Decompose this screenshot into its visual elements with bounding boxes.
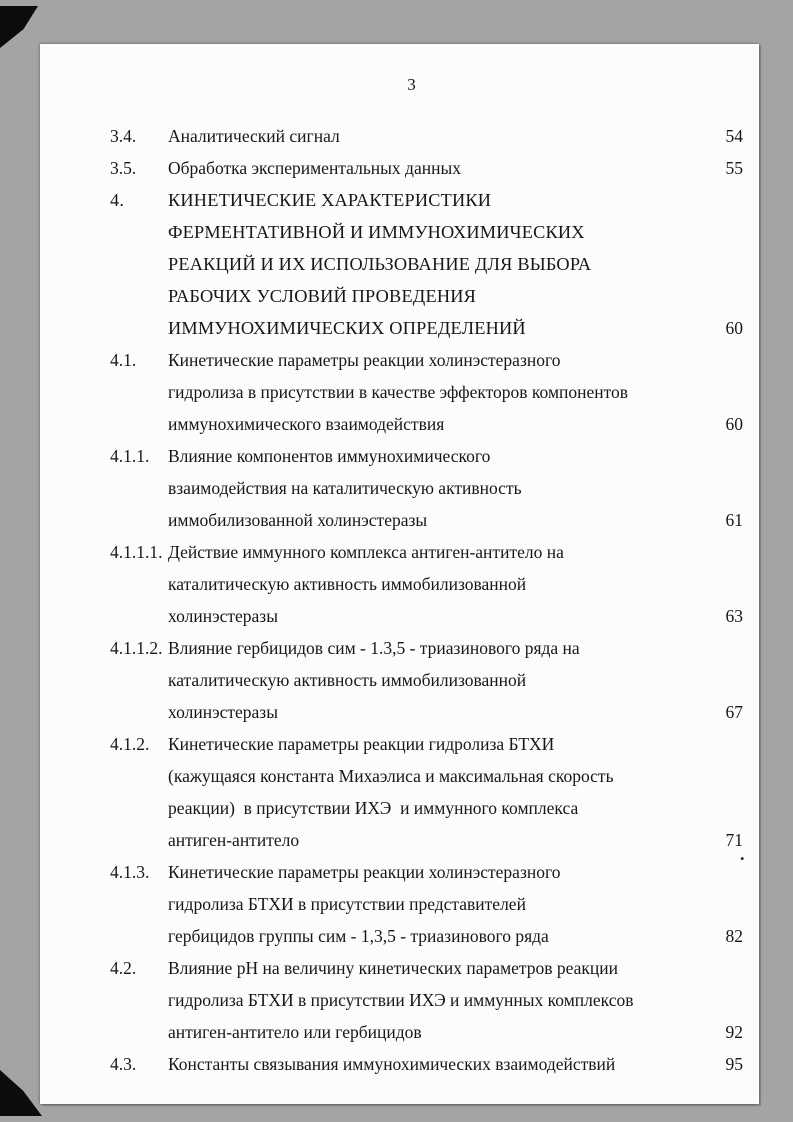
toc-line — [110, 1048, 697, 1080]
toc-entry-pagenum: 71 — [725, 830, 743, 850]
toc-entry-lines — [110, 952, 697, 1048]
toc-entry-number: 4.1.1.1. — [110, 542, 163, 562]
toc-entry — [110, 536, 743, 632]
scan-corner-top-left — [0, 6, 38, 48]
toc-entry-text: Обработка экспериментальных данных — [168, 158, 461, 178]
toc-entry-pagenum: 82 — [725, 926, 743, 946]
toc-line — [110, 536, 697, 568]
toc-entry-lines — [110, 1048, 697, 1080]
page-number: 3 — [407, 75, 416, 94]
toc-line: РАБОЧИХ УСЛОВИЙ ПРОВЕДЕНИЯ — [168, 286, 477, 306]
toc-entry-text: Влияние рН на величину кинетических параметров реакции — [168, 958, 619, 978]
toc-entry-pagenum: 60 — [725, 318, 743, 338]
toc-entry — [110, 728, 743, 856]
toc-entry-text: Кинетические параметры реакции холинэстеразного — [168, 350, 561, 370]
toc-line — [110, 344, 697, 376]
toc-entry-lines — [110, 344, 697, 440]
toc-entry — [110, 632, 743, 728]
toc-entry-lines — [110, 728, 697, 856]
toc-line: гербицидов группы сим - 1,3,5 - триазинового ряда — [168, 926, 549, 946]
toc-line: антиген-антитело или гербицидов — [168, 1022, 422, 1042]
toc-line: реакции) в присутствии ИХЭ и иммунного комплекса — [168, 798, 579, 818]
toc-entry-number: 4.1.1. — [110, 446, 150, 466]
toc-entry-pagenum: 95 — [725, 1054, 743, 1074]
toc-entry — [110, 344, 743, 440]
toc-entry — [110, 184, 743, 344]
toc-entry — [110, 856, 743, 952]
toc-entry-number: 4.1.1.2. — [110, 638, 163, 658]
toc-entry — [110, 952, 743, 1048]
toc-entry-lines — [110, 152, 697, 184]
toc-line — [110, 728, 697, 760]
toc-line: гидролиза БТХИ в присутствии ИХЭ и иммунных комплексов — [168, 990, 634, 1010]
toc-line: холинэстеразы — [168, 702, 278, 722]
toc-entry-text: Кинетические параметры реакции холинэстеразного — [168, 862, 561, 882]
toc-entry-number: 3.5. — [110, 158, 137, 178]
document-page — [40, 44, 759, 1104]
toc-entry-lines — [110, 120, 697, 152]
toc-line: иммунохимического взаимодействия — [168, 414, 445, 434]
scan-corner-bottom-left — [0, 1070, 42, 1116]
toc-entry-number: 4.1.3. — [110, 862, 150, 882]
toc-entry-text: Аналитический сигнал — [168, 126, 340, 146]
toc-entry-text: Действие иммунного комплекса антиген-антитело на — [168, 542, 564, 562]
toc-entry-text: Кинетические параметры реакции гидролиза БТХИ — [168, 734, 555, 754]
toc-entry-text: Влияние компонентов иммунохимического — [168, 446, 491, 466]
toc-entry-pagenum: 63 — [725, 606, 743, 626]
toc-line — [110, 184, 697, 216]
toc-entry-lines — [110, 440, 697, 536]
toc-line: РЕАКЦИЙ И ИХ ИСПОЛЬЗОВАНИЕ ДЛЯ ВЫБОРА — [168, 254, 592, 274]
toc-entry-number: 3.4. — [110, 126, 137, 146]
toc-line: взаимодействия на каталитическую активность — [168, 478, 522, 498]
toc-entry-text: КИНЕТИЧЕСКИЕ ХАРАКТЕРИСТИКИ — [168, 190, 492, 210]
toc-entry — [110, 120, 743, 152]
toc-line — [110, 952, 697, 984]
toc-line: гидролиза БТХИ в присутствии представителей — [168, 894, 526, 914]
toc-entry-text: Константы связывания иммунохимических взаимодействий — [168, 1054, 616, 1074]
toc-line — [110, 440, 697, 472]
toc-line — [110, 856, 697, 888]
toc-line — [110, 632, 697, 664]
toc-entry — [110, 152, 743, 184]
toc-line: (кажущаяся константа Михаэлиса и максимальная скорость — [168, 766, 614, 786]
toc-entry-number: 4.1.2. — [110, 734, 150, 754]
toc-entry-pagenum: 55 — [725, 158, 743, 178]
toc-entry-pagenum: 92 — [725, 1022, 743, 1042]
toc-entry-lines — [110, 536, 697, 632]
toc-line: ИММУНОХИМИЧЕСКИХ ОПРЕДЕЛЕНИЙ — [168, 318, 526, 338]
toc-line: холинэстеразы — [168, 606, 278, 626]
toc-entry-lines — [110, 632, 697, 728]
toc-entry — [110, 440, 743, 536]
toc-line: каталитическую активность иммобилизованной — [168, 574, 527, 594]
toc-entry-number: 4. — [110, 190, 125, 210]
toc-line: иммобилизованной холинэстеразы — [168, 510, 428, 530]
toc-entry — [110, 1048, 743, 1080]
toc-entry-pagenum: 61 — [725, 510, 743, 530]
toc-entry-number: 4.2. — [110, 958, 137, 978]
scan-artifact-dot: . — [740, 844, 745, 864]
toc-line — [110, 152, 697, 184]
toc-entry-pagenum: 67 — [725, 702, 743, 722]
toc-entry-number: 4.3. — [110, 1054, 137, 1074]
toc-line: антиген-антитело — [168, 830, 300, 850]
toc-entry-pagenum: 60 — [725, 414, 743, 434]
toc-entry-pagenum: 54 — [725, 126, 743, 146]
toc-line: ФЕРМЕНТАТИВНОЙ И ИММУНОХИМИЧЕСКИХ — [168, 222, 585, 242]
toc-line: гидролиза в присутствии в качестве эффекторов компонентов — [168, 382, 629, 402]
toc-entry-number: 4.1. — [110, 350, 137, 370]
toc-entry-text: Влияние гербицидов сим - 1.3,5 - триазинового ряда на — [168, 638, 580, 658]
toc-line — [110, 120, 697, 152]
toc-entry-lines — [110, 856, 697, 952]
toc-line: каталитическую активность иммобилизованной — [168, 670, 527, 690]
toc-entry-lines — [110, 184, 697, 344]
toc-list — [110, 120, 743, 1080]
